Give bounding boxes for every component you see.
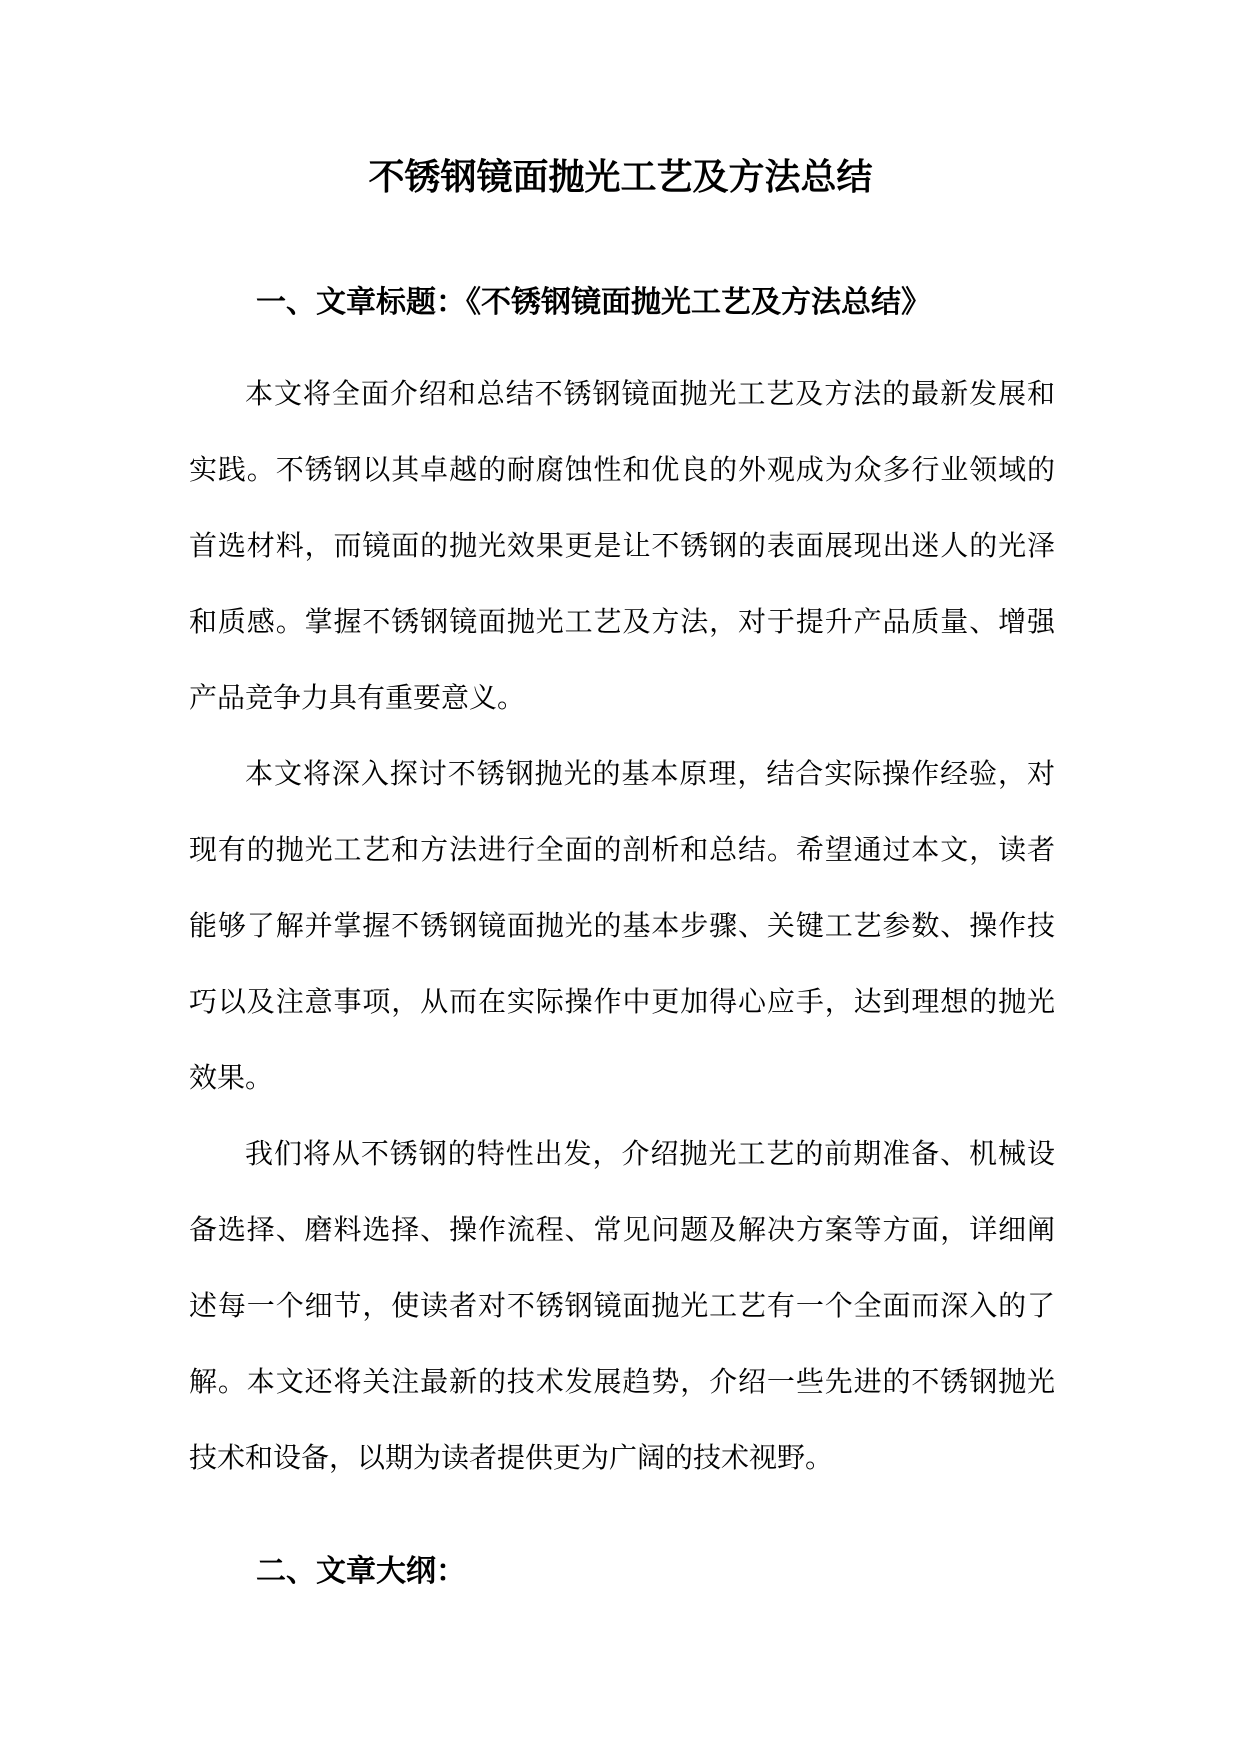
document-title: 不锈钢镜面抛光工艺及方法总结: [368, 156, 873, 198]
paragraph-intro: 本文将全面介绍和总结不锈钢镜面抛光工艺及方法的最新发展和实践。不锈钢以其卓越的耐腐蚀性和优良的外观成为众多行业领域的首选材料，而镜面的抛光效果更是让不锈钢的表面展现出迷人的光泽和质感。掌握不锈钢镜面抛光工艺及方法，对于提升产品质量、增强产品竞争力具有重要意义。: [189, 377, 1055, 714]
paragraph-scope: 我们将从不锈钢的特性出发，介绍抛光工艺的前期准备、机械设备选择、磨料选择、操作流程、常见问题及解决方案等方面，详细阐述每一个细节，使读者对不锈钢镜面抛光工艺有一个全面而深入的了解。本文还将关注最新的技术发展趋势，介绍一些先进的不锈钢抛光技术和设备，以期为读者提供更为广阔的技术视野。: [189, 1137, 1055, 1474]
section-heading-outline: 二、文章大纲：: [256, 1554, 466, 1589]
section-heading-title: 一、文章标题：《不锈钢镜面抛光工艺及方法总结》: [256, 285, 931, 320]
paragraph-principles: 本文将深入探讨不锈钢抛光的基本原理，结合实际操作经验，对现有的抛光工艺和方法进行全面的剖析和总结。希望通过本文，读者能够了解并掌握不锈钢镜面抛光的基本步骤、关键工艺参数、操作技巧以及注意事项，从而在实际操作中更加得心应手，达到理想的抛光效果。: [189, 757, 1055, 1094]
